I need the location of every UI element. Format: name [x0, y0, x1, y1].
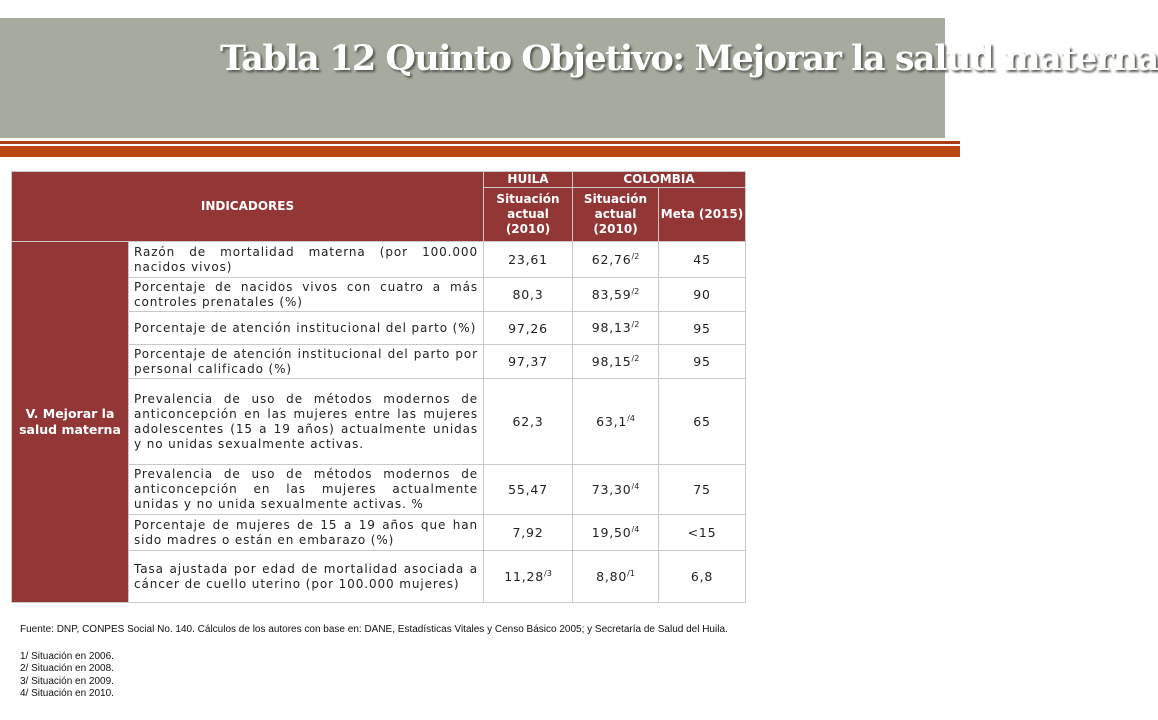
value-text: 45: [693, 252, 711, 267]
value-text: 73,30: [591, 482, 632, 498]
value-text: 8,80: [596, 569, 628, 585]
header-colombia-situacion: Situación actual (2010): [573, 188, 659, 242]
source-note: Fuente: DNP, CONPES Social No. 140. Cálculos de los autores con base en: DANE, Estadísticas Vitales y Censo Básico 2005; y Secretaría de Salud del Huila.: [20, 624, 728, 635]
meta-value-cell: [659, 379, 746, 465]
section-label: V. Mejorar la salud materna: [12, 242, 129, 603]
colombia-value-cell: [573, 515, 659, 551]
footnote-item: 2/ Situación en 2008.: [20, 663, 114, 674]
value-text: 23,61: [508, 252, 548, 267]
colombia-value-cell: [573, 312, 659, 345]
value-text: 62,76: [591, 252, 632, 268]
huila-value-cell: [484, 278, 573, 312]
footnote-item: 1/ Situación en 2006.: [20, 650, 114, 662]
footnote-marker: /2: [631, 286, 640, 296]
value-text: 63,1: [596, 414, 628, 430]
footnotes: [20, 624, 728, 701]
value-text: 95: [693, 354, 711, 369]
header-colombia: COLOMBIA: [573, 172, 746, 188]
indicator-cell: Porcentaje de atención institucional del parto (%): [129, 312, 484, 345]
huila-value-cell: [484, 312, 573, 345]
meta-value-cell: [659, 242, 746, 278]
colombia-value-cell: [573, 242, 659, 278]
value-text: 97,26: [508, 320, 548, 336]
value-text: 97,37: [508, 354, 548, 369]
colombia-value-cell: [573, 278, 659, 312]
header-huila-situacion: Situación actual (2010): [484, 188, 573, 242]
table-body: [12, 242, 746, 603]
footnote-item: 4/ Situación en 2010.: [20, 688, 114, 699]
indicator-cell: Prevalencia de uso de métodos modernos de anticoncepción en las mujeres actualmente unidas y no unida sexualmente activas. %: [129, 465, 484, 515]
indicator-cell: Porcentaje de atención institucional del parto por personal calificado (%): [129, 345, 484, 379]
value-text: 83,59: [591, 287, 632, 303]
huila-value-cell: [484, 551, 573, 603]
indicators-table: [11, 171, 746, 603]
value-text: 62,3: [512, 414, 544, 429]
indicator-cell: Prevalencia de uso de métodos modernos de anticoncepción en las mujeres entre las mujeres adolescentes (15 a 19 años) actualmente unidas y no unidas sexualmente activas.: [129, 379, 484, 465]
colombia-value-cell: [573, 551, 659, 603]
indicator-cell: Porcentaje de mujeres de 15 a 19 años que han sido madres o están en embarazo (%): [129, 515, 484, 551]
header-indicators: INDICADORES: [12, 172, 484, 242]
footnote-marker: /3: [544, 568, 552, 578]
huila-value-cell: [484, 379, 573, 465]
huila-value-cell: [484, 345, 573, 379]
indicator-cell: Razón de mortalidad materna (por 100.000 nacidos vivos): [129, 242, 484, 278]
footnote-marker: /2: [631, 353, 640, 363]
value-text: <15: [687, 525, 717, 540]
value-text: 75: [693, 482, 711, 497]
slide-title: Tabla 12 Quinto Objetivo: Mejorar la salud materna: [220, 38, 1158, 79]
colombia-value-cell: [573, 465, 659, 515]
bullet-marker: [0, 147, 10, 156]
footnote-marker: /4: [627, 413, 635, 423]
huila-value-cell: [484, 515, 573, 551]
meta-value-cell: [659, 465, 746, 515]
colombia-value-cell: [573, 345, 659, 379]
meta-value-cell: [659, 312, 746, 345]
huila-value-cell: [484, 465, 573, 515]
indicator-cell: Tasa ajustada por edad de mortalidad asociada a cáncer de cuello uterino (por 100.000 mujeres): [129, 551, 484, 603]
footnote-marker: /1: [627, 568, 635, 578]
accent-stripe: [0, 146, 960, 157]
value-text: 98,13: [591, 320, 632, 336]
header-huila: HUILA: [484, 172, 573, 188]
colombia-value-cell: [573, 379, 659, 465]
value-text: 6,8: [690, 569, 714, 584]
header-meta: Meta (2015): [659, 188, 746, 242]
value-text: 80,3: [512, 287, 544, 302]
value-text: 95: [693, 320, 711, 336]
value-text: 19,50: [591, 525, 632, 541]
meta-value-cell: [659, 515, 746, 551]
footnote-item: 3/ Situación en 2009.: [20, 675, 114, 687]
footnote-marker: /2: [631, 251, 640, 261]
value-text: 98,15: [591, 354, 632, 370]
indicator-cell: Porcentaje de nacidos vivos con cuatro a más controles prenatales (%): [129, 278, 484, 312]
value-text: 90: [693, 287, 711, 302]
footnote-marker: /2: [631, 320, 640, 330]
table-row: [12, 242, 746, 278]
meta-value-cell: [659, 551, 746, 603]
meta-value-cell: [659, 278, 746, 312]
accent-stripe-thin: [0, 141, 960, 144]
footnote-marker: /4: [631, 481, 640, 491]
footnote-marker: /4: [631, 524, 640, 534]
value-text: 65: [693, 414, 711, 429]
meta-value-cell: [659, 345, 746, 379]
value-text: 55,47: [508, 482, 548, 497]
value-text: 11,28: [504, 569, 544, 585]
value-text: 7,92: [512, 525, 544, 540]
huila-value-cell: [484, 242, 573, 278]
